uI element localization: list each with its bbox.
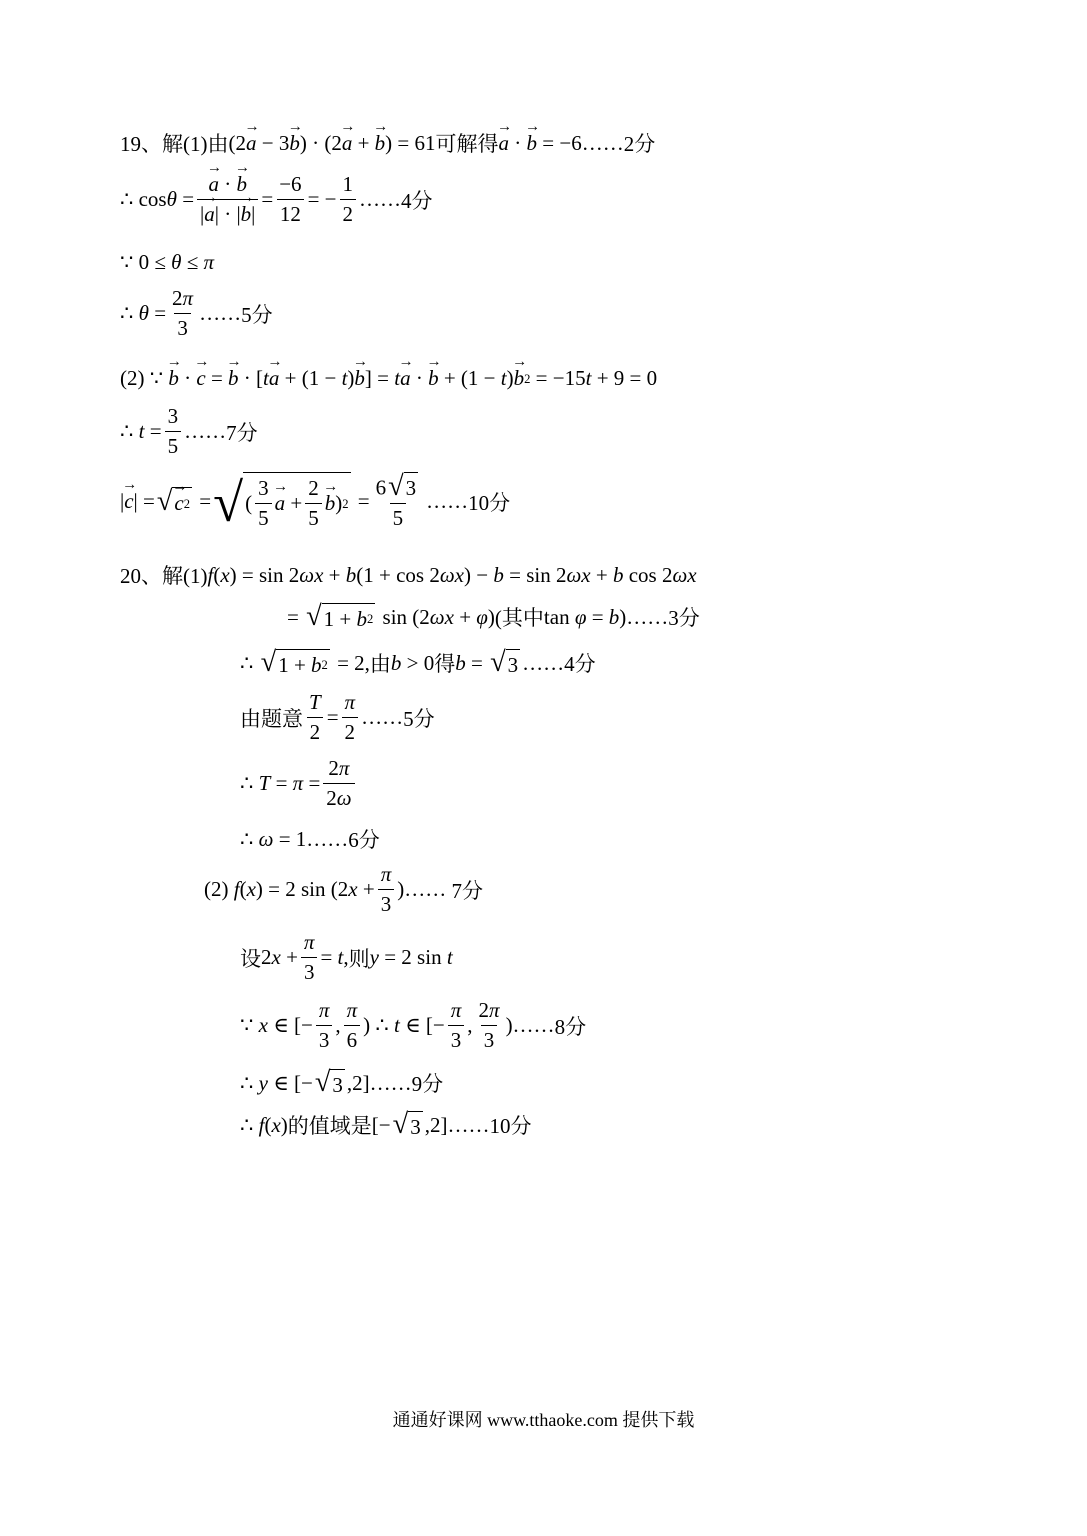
p20-line7: (2) f ( x ) = 2 sin (2 x + $\frac{\pi}{3}$ )…… 7分	[204, 862, 483, 916]
p20-line3: ∴ √ 1 + b 2 = 2, 由 b > 0 得 b = √ 3 …… 4分	[240, 647, 596, 679]
p19-label: 19、解(1)由	[120, 132, 229, 156]
p19-score-5: 5分	[241, 302, 273, 327]
p19-line5: (2) ∵ → b · → c = → b · [ t → a + (1 − t ) → b ] = t → a · → b + (1 − t ) → b 2 = −15 t + 9 = 0	[120, 366, 657, 391]
p20-score-9: 9分	[411, 1072, 444, 1096]
p20-score-3: 3分	[668, 606, 700, 630]
fraction: → $\frac{a \cdot \to b}{|\to a| \cdot |\to b|}$	[197, 172, 258, 227]
p20-text-you: 由	[369, 652, 391, 676]
p20-line6: ∴ ω = 1…… 6分	[240, 824, 380, 854]
p20-text-tiyi: 由题意	[240, 706, 303, 731]
p19-line3: ∵ 0 ≤ θ ≤ π	[120, 250, 215, 274]
p19-score-4: 4分	[401, 188, 433, 213]
p20-score-7: 7分	[451, 878, 483, 903]
p20-text-zhiyu: 的值域是	[287, 1114, 372, 1138]
p20-line1: 20、解(1) f ( x ) = sin 2 ωx + b (1 + cos 2 ωx ) − b = sin 2 ωx + b cos 2 ωx	[120, 560, 697, 590]
p20-line4: 由题意 $\frac{T}{2}$ = $\frac{\pi}{2}$ …… 5分	[240, 690, 435, 744]
p19-text-kejiede: 可解得	[435, 132, 499, 156]
p19-line6: ∴ t = $\frac{3}{5}$ …… 7分	[120, 404, 258, 458]
p20-score-6: 6分	[348, 828, 380, 852]
page-footer: 通通好课网 www.tthaoke.com 提供下载	[392, 1410, 695, 1430]
p20-text-qizhong: (其中	[494, 606, 544, 630]
p20-line10: ∴ y ∈ [− √ 3 ,2]…… 9分	[240, 1067, 444, 1099]
p20-score-10: 10分	[489, 1114, 532, 1138]
p20-text-she: 设	[240, 946, 261, 971]
p20-line8: 设 2 x + $\frac{\pi}{3}$ = t , 则 y = 2 sin t	[240, 930, 453, 984]
p19-line1: 19、解(1)由 (2 → a − 3 → b ) · (2 → a + → b ) = 61 可解得 → a · → b = −6…… 2分	[120, 128, 655, 158]
p19-line7: | → c | = √ → c 2 = √ ( $\frac{3}{5}$ → a + $\frac{2}{5}$ → b ) 2 = 6 √ 3 5 …… 10分	[120, 472, 510, 531]
p20-score-4: 4分	[564, 652, 596, 676]
p19-score-10: 10分	[468, 490, 511, 515]
p20-line9: ∵ x ∈ [− $\frac{\pi}{3}$ , $\frac{\pi}{6}$ ) ∴ t ∈ [− $\frac{\pi}{3}$ , $\frac{2\pi}{3}$ )…… 8分	[240, 998, 587, 1052]
p20-text-de: 得	[434, 652, 456, 676]
p19-score-2: 2分	[623, 132, 656, 156]
p19-line2: ∴ cos θ = → $\frac{a \cdot \to b}{|\to a| \cdot |\to b|}$ = $\frac{-6}{12}$ = − $\frac{1}{2}$ …… 4分	[120, 172, 433, 227]
p20-score-8: 8分	[554, 1014, 587, 1039]
p20-line2: = √ 1 + b 2 sin (2 ωx + φ ) (其中 tan φ = b )…… 3分	[287, 601, 700, 633]
p20-text-ze: 则	[348, 946, 370, 971]
p19-score-7: 7分	[226, 420, 258, 445]
p19-line4: ∴ θ = $\frac{2\pi}{3}$ …… 5分	[120, 286, 273, 340]
p20-score-5: 5分	[403, 706, 435, 731]
p20-line11: ∴ f ( x ) 的值域是 [− √ 3 ,2]…… 10分	[240, 1109, 532, 1141]
p20-label: 20、解(1)	[120, 564, 208, 588]
p20-line5: ∴ T = π = $\frac{2\pi}{2\omega}$	[240, 756, 358, 811]
